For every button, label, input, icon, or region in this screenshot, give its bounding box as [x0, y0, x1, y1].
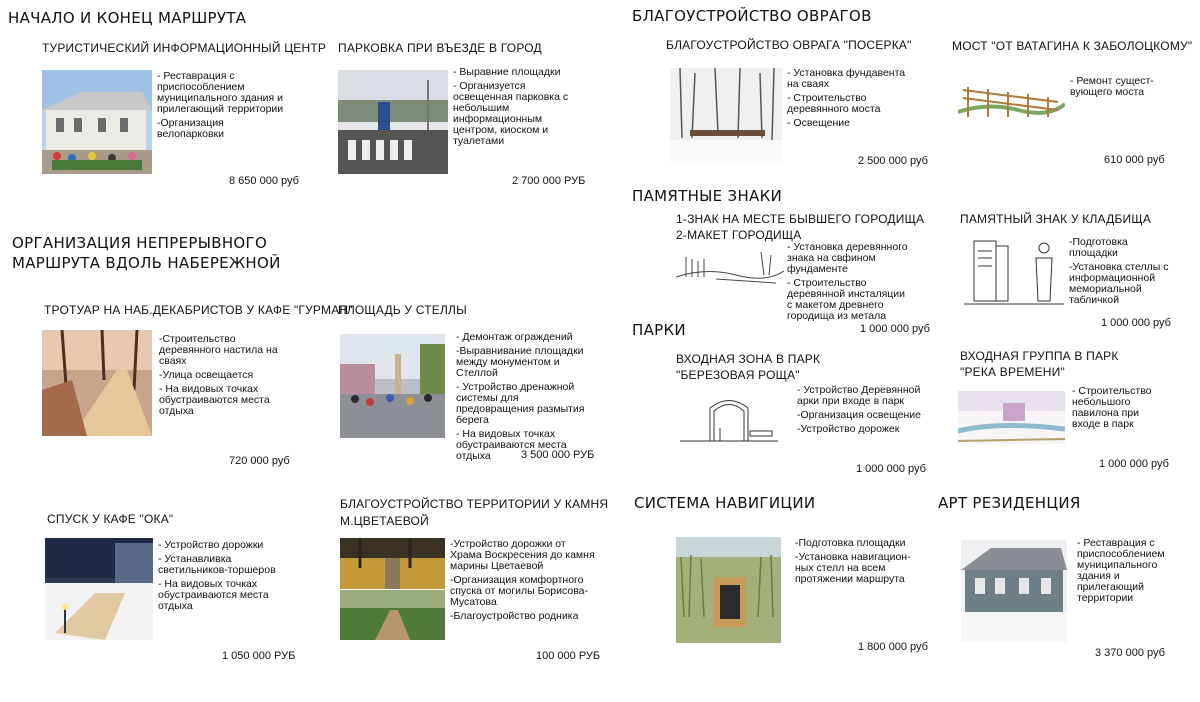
river-price: 1 000 000 руб [1099, 458, 1169, 470]
stone-photo-bottom [340, 590, 445, 640]
list-item: - Выравние площадки [453, 66, 561, 78]
section-title-route-line1: ОРГАНИЗАЦИЯ НЕПРЕРЫВНОГО [12, 234, 268, 252]
poserka-price: 2 500 000 руб [858, 155, 928, 167]
list-item: - На видовых точках обустраиваются места отдыха [158, 578, 269, 612]
square-photo [340, 334, 445, 438]
descent-price: 1 050 000 РУБ [222, 650, 296, 662]
art-list [1077, 538, 1172, 607]
list-item: - На видовых точках обустраиваются места отдыха [159, 383, 270, 417]
poserka-title: БЛАГОУСТРОЙСТВО ОВРАГА "ПОСЕРКА" [666, 38, 912, 52]
info-center-list [157, 71, 287, 143]
parking-list [453, 67, 573, 150]
list-item: - Освещение [787, 117, 850, 129]
bridge-price: 610 000 руб [1104, 154, 1165, 166]
section-title-memorial: ПАМЯТНЫЕ ЗНАКИ [632, 187, 783, 205]
list-item: - Реставрация с приспособлением муниципального здания и прилегающий территории [157, 70, 284, 115]
section-title-ravines: БЛАГОУСТРОЙСТВО ОВРАГОВ [632, 7, 872, 25]
list-item: - Устанавливка светильников-торшеров [158, 553, 276, 576]
stone-title-line2: М.ЦВЕТАЕВОЙ [340, 514, 429, 528]
river-list [1072, 386, 1162, 433]
birch-price: 1 000 000 руб [856, 463, 926, 475]
list-item: - Ремонт сущест-вующего моста [1070, 75, 1154, 98]
list-item: - Демонтаж ограждений [456, 331, 573, 343]
settlement-list [787, 242, 909, 325]
section-title-parks: ПАРКИ [632, 321, 686, 339]
list-item: -Установка навигацион-ных стелл на всем протяжении маршрута [795, 551, 911, 585]
square-list [456, 332, 596, 465]
list-item: -Улица освещается [159, 369, 254, 381]
cemetery-title: ПАМЯТНЫЙ ЗНАК У КЛАДБИЩА [960, 212, 1152, 226]
cemetery-sketch [964, 236, 1064, 308]
birch-sketch [680, 393, 778, 445]
list-item: - Реставрация с приспособлением муниципального здания и прилегающий территории [1077, 537, 1165, 604]
river-sketch [958, 391, 1065, 444]
bridge-title: МОСТ "ОТ ВАТАГИНА К ЗАБОЛОЦКОМУ" [952, 39, 1193, 53]
settlement-title-line2: 2-МАКЕТ ГОРОДИЩА [676, 228, 802, 242]
list-item: - Строительство деревянной инсталяции с макетом древнего городища из метала [787, 277, 906, 322]
list-item: -Установка стеллы с информационной мемориальной табличкой [1069, 261, 1169, 306]
info-center-photo [42, 70, 152, 174]
bridge-sketch [958, 72, 1065, 124]
art-price: 3 370 000 руб [1095, 647, 1165, 659]
settlement-price: 1 000 000 руб [860, 323, 930, 335]
section-title-route-line2: МАРШРУТА ВДОЛЬ НАБЕРЕЖНОЙ [12, 254, 281, 272]
stone-title-line1: БЛАГОУСТРОЙСТВО ТЕРРИТОРИИ У КАМНЯ [340, 497, 609, 511]
section-title-start: НАЧАЛО И КОНЕЦ МАРШРУТА [8, 9, 247, 27]
descent-list [158, 540, 293, 615]
descent-photo [45, 538, 153, 640]
parking-title: ПАРКОВКА ПРИ ВЪЕЗДЕ В ГОРОД [338, 41, 542, 55]
settlement-title-line1: 1-ЗНАК НА МЕСТЕ БЫВШЕГО ГОРОДИЩА [676, 212, 925, 226]
sidewalk-list [159, 334, 284, 420]
list-item: -Организация велопарковки [157, 117, 224, 140]
sidewalk-title: ТРОТУАР НА НАБ.ДЕКАБРИСТОВ У КАФЕ "ГУРМАН" [44, 303, 353, 317]
list-item: -Выравнивание площадки между монументом и Стеллой [456, 345, 584, 379]
square-price: 3 500 000 РУБ [521, 449, 595, 461]
river-title-line2: "РЕКА ВРЕМЕНИ" [960, 365, 1065, 379]
list-item: -Устройство дорожки от Храма Воскресения до камня марины Цветаевой [450, 538, 595, 572]
parking-price: 2 700 000 РУБ [512, 175, 586, 187]
list-item: -Строительство деревянного настила на сваях [159, 333, 278, 367]
birch-title-line2: "БЕРЕЗОВАЯ РОЩА" [676, 368, 800, 382]
parking-photo [338, 70, 448, 174]
list-item: - Строительство деревянного моста [787, 92, 881, 115]
poserka-list [787, 68, 912, 132]
list-item: -Подготовка площадки [795, 537, 906, 549]
sidewalk-price: 720 000 руб [229, 455, 290, 467]
info-center-title: ТУРИСТИЧЕСКИЙ ИНФОРМАЦИОННЫЙ ЦЕНТР [42, 41, 327, 55]
list-item: - Устройство дорожки [158, 539, 264, 551]
sidewalk-photo [42, 330, 152, 436]
list-item: -Благоустройство родника [450, 610, 579, 622]
list-item: - На видовых точках обустраиваются места отдыха [456, 428, 567, 462]
birch-title-line1: ВХОДНАЯ ЗОНА В ПАРК [676, 352, 821, 366]
list-item: -Подготовка площадки [1069, 236, 1128, 259]
list-item: -Организация освещение [797, 409, 921, 421]
list-item: - Установка деревянного знака на свфином фундаменте [787, 241, 908, 275]
section-title-navigation: СИСТЕМА НАВИГИЦИИ [634, 494, 816, 512]
list-item: - Установка фундавента на сваях [787, 67, 906, 90]
list-item: -Организация комфортного спуска от могилы Борисова-Мусатова [450, 574, 589, 608]
section-title-art: АРТ РЕЗИДЕНЦИЯ [938, 494, 1081, 512]
river-title-line1: ВХОДНАЯ ГРУППА В ПАРК [960, 349, 1119, 363]
list-item: - Устройство Деревянной арки при входе в парк [797, 384, 921, 407]
cemetery-price: 1 000 000 руб [1101, 317, 1171, 329]
stone-photo-top [340, 538, 445, 589]
list-item: - Устройство дренажной системы для предовращения размытия берега [456, 381, 585, 426]
navigation-photo [676, 537, 781, 643]
bridge-list [1070, 76, 1160, 101]
birch-list [797, 385, 932, 438]
settlement-sketch [676, 247, 784, 289]
art-photo [961, 540, 1067, 642]
navigation-list [795, 538, 920, 588]
stone-price: 100 000 РУБ [536, 650, 601, 662]
poserka-photo [670, 68, 782, 164]
info-center-price: 8 650 000 руб [229, 175, 299, 187]
list-item: - Строительство небольшого павилона при входе в парк [1072, 385, 1152, 430]
navigation-price: 1 800 000 руб [858, 641, 928, 653]
stone-list [450, 539, 596, 625]
list-item: -Устройство дорожек [797, 423, 900, 435]
descent-title: СПУСК У КАФЕ "ОКА" [47, 512, 174, 526]
list-item: - Организуется освещенная парковка с небольшим информационным центром, киоском и туалетами [453, 80, 569, 147]
square-title: ПЛОЩАДЬ У СТЕЛЛЫ [338, 303, 467, 317]
cemetery-list [1069, 237, 1169, 309]
